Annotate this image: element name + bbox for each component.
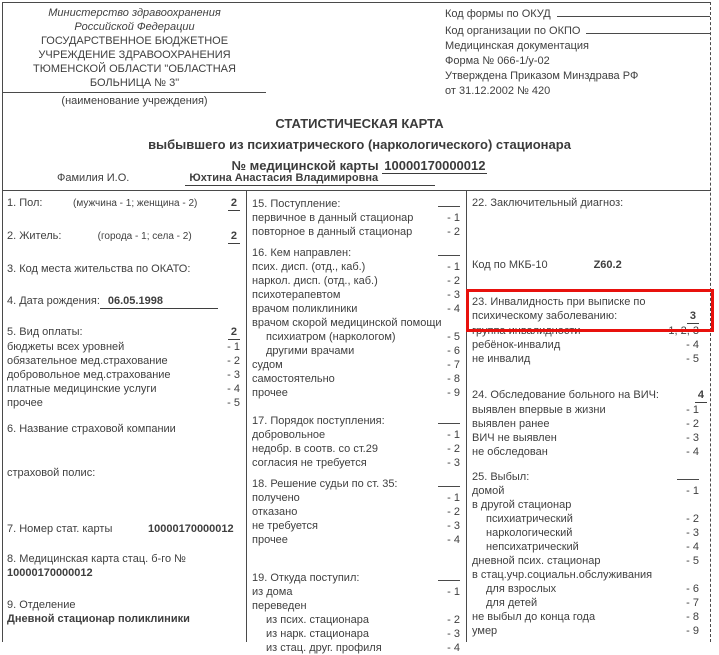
option-label: другими врачами xyxy=(266,345,355,357)
option-label: недобр. в соотв. со ст.29 xyxy=(252,443,378,455)
option-code: - 3 xyxy=(447,520,460,532)
patient-label: Фамилия И.О. xyxy=(57,172,130,184)
option-code: - 7 xyxy=(447,359,460,371)
option-label: бюджеты всех уровней xyxy=(7,341,125,353)
option-row xyxy=(252,599,460,613)
option-label: судом xyxy=(252,359,283,371)
card-number-label: № медицинской карты xyxy=(231,158,379,173)
column-2 xyxy=(247,191,467,654)
option-row xyxy=(252,372,460,386)
option-code: - 1 xyxy=(447,212,460,224)
options-list xyxy=(252,491,460,547)
option-row xyxy=(7,340,240,354)
blank-value-line xyxy=(438,570,460,581)
option-label: добровольное мед.страхование xyxy=(7,369,171,381)
option-code: - 2 xyxy=(686,418,699,430)
option-label: группа инвалидности xyxy=(472,325,581,337)
option-code: - 4 xyxy=(686,339,699,351)
option-code: - 4 xyxy=(447,642,460,654)
field-value: 06.05.1998 xyxy=(100,294,218,309)
options-list xyxy=(472,484,699,638)
options-list xyxy=(252,260,460,400)
option-label: выявлен впервые в жизни xyxy=(472,404,606,416)
option-label: дневной псих. стационар xyxy=(472,555,601,567)
section-resident xyxy=(7,229,240,244)
option-row xyxy=(472,540,699,554)
option-row xyxy=(472,624,699,638)
org-name-line: ТЮМЕНСКОЙ ОБЛАСТИ "ОБЛАСТНАЯ xyxy=(33,63,236,75)
option-code: - 6 xyxy=(447,345,460,357)
blank-value-line xyxy=(438,196,460,207)
option-row xyxy=(472,417,699,431)
option-code: - 3 xyxy=(686,432,699,444)
option-code: 1, 2, 3 xyxy=(668,325,699,337)
option-code: - 1 xyxy=(227,341,240,353)
institution-block xyxy=(3,6,266,108)
blank-value-line xyxy=(677,469,699,480)
doc-info-line: от 31.12.2002 № 420 xyxy=(445,85,551,97)
option-row xyxy=(472,498,699,512)
option-code: - 1 xyxy=(447,492,460,504)
org-name-line: ГОСУДАРСТВЕННОЕ БЮДЖЕТНОЕ xyxy=(40,35,229,47)
option-label: не выбыл до конца года xyxy=(472,611,596,623)
doc-info-line: Форма № 066-1/у-02 xyxy=(445,55,550,67)
option-code: - 2 xyxy=(686,513,699,525)
option-row xyxy=(472,352,699,366)
field-value: 2 xyxy=(228,325,240,340)
section-title-line: 23. Инвалидность при выписке по xyxy=(472,296,646,308)
okpo-label: Код организации по ОКПО xyxy=(445,25,581,37)
field-value: 2 xyxy=(228,229,240,244)
option-code: - 8 xyxy=(447,373,460,385)
field-value: 10000170000012 xyxy=(7,567,93,579)
option-code: - 2 xyxy=(447,443,460,455)
option-code: - 2 xyxy=(447,506,460,518)
option-code: - 2 xyxy=(227,355,240,367)
okpo-row xyxy=(445,22,710,39)
option-code: - 3 xyxy=(447,289,460,301)
section-head xyxy=(252,413,460,428)
option-label: не обследован xyxy=(472,446,548,458)
options-list xyxy=(252,211,460,239)
option-label: прочее xyxy=(252,534,288,546)
form-title-block xyxy=(0,113,719,176)
section-head xyxy=(472,309,699,324)
option-label: психотерапевтом xyxy=(252,289,341,301)
option-code: - 4 xyxy=(686,541,699,553)
section-hint: (города - 1; села - 2) xyxy=(97,231,192,242)
section-title: 15. Поступление: xyxy=(252,198,341,210)
patient-name: Юхтина Анастасия Владимировна xyxy=(185,171,435,186)
section-stat-card-number xyxy=(7,522,240,536)
option-code: - 3 xyxy=(227,369,240,381)
option-row xyxy=(472,554,699,568)
option-row xyxy=(252,211,460,225)
option-code: - 6 xyxy=(686,583,699,595)
section-title: 5. Вид оплаты: xyxy=(7,326,83,338)
option-code: - 4 xyxy=(447,534,460,546)
section-title-line: психическому заболеванию: xyxy=(472,310,618,322)
form-body xyxy=(2,190,711,654)
field-value: 4 xyxy=(695,388,707,403)
section-admission-order xyxy=(252,413,460,470)
okpo-blank-line xyxy=(586,22,710,34)
option-label: из дома xyxy=(252,586,293,598)
option-code: - 1 xyxy=(447,261,460,273)
option-label: первичное в данный стационар xyxy=(252,212,414,224)
option-row xyxy=(252,302,460,316)
option-row xyxy=(472,596,699,610)
option-label: получено xyxy=(252,492,300,504)
option-row xyxy=(252,288,460,302)
option-code: - 5 xyxy=(686,555,699,567)
option-row xyxy=(252,585,460,599)
section-title: 7. Номер стат. карты xyxy=(7,523,113,535)
section-payment xyxy=(7,325,240,410)
section-insurance xyxy=(7,422,240,480)
option-label: наркол. дисп. (отд., каб.) xyxy=(252,275,378,287)
option-label: выявлен ранее xyxy=(472,418,550,430)
doc-info-line: Утверждена Приказом Минздрава РФ xyxy=(445,70,639,82)
option-label: псих. дисп. (отд., каб.) xyxy=(252,261,366,273)
section-head xyxy=(472,469,699,484)
blank-value-line xyxy=(438,245,460,256)
option-row xyxy=(252,442,460,456)
option-label: психиатрический xyxy=(486,513,573,525)
option-code: - 8 xyxy=(686,611,699,623)
section-final-diagnosis xyxy=(472,196,699,272)
section-title: 2. Житель: xyxy=(7,230,62,242)
section-med-card-number xyxy=(7,552,240,580)
option-label: прочее xyxy=(252,387,288,399)
option-code: - 4 xyxy=(447,303,460,315)
option-label: психиатром (наркологом) xyxy=(266,331,396,343)
mkb-label: Код по МКБ-10 xyxy=(472,259,548,271)
option-row xyxy=(252,627,460,641)
section-judge-decision xyxy=(252,476,460,547)
section-title: 22. Заключительный диагноз: xyxy=(472,197,624,209)
section-title: 16. Кем направлен: xyxy=(252,247,352,259)
blank-value-line xyxy=(438,476,460,487)
option-label: добровольное xyxy=(252,429,326,441)
option-row xyxy=(472,431,699,445)
section-admitted-from xyxy=(252,570,460,655)
option-row xyxy=(7,396,240,410)
option-code: - 2 xyxy=(447,226,460,238)
field-value: 10000170000012 xyxy=(148,523,234,535)
section-department xyxy=(7,598,240,626)
option-code: - 3 xyxy=(447,628,460,640)
options-list xyxy=(252,585,460,655)
option-label: не требуется xyxy=(252,520,318,532)
option-row xyxy=(472,582,699,596)
section-title: 19. Откуда поступил: xyxy=(252,572,360,584)
institution-name xyxy=(3,6,266,93)
option-label: умер xyxy=(472,625,498,637)
option-row xyxy=(252,225,460,239)
section-head xyxy=(472,388,704,403)
option-row xyxy=(252,613,460,627)
okud-blank-line xyxy=(557,5,710,17)
section-title: 17. Порядок поступления: xyxy=(252,415,385,427)
section-hiv-test xyxy=(472,388,704,459)
column-1 xyxy=(2,191,247,642)
option-label: отказано xyxy=(252,506,298,518)
section-title: 24. Обследование больного на ВИЧ: xyxy=(472,389,659,401)
option-code: - 5 xyxy=(227,397,240,409)
option-row xyxy=(252,260,460,274)
org-name-line: УЧРЕЖДЕНИЕ ЗДРАВООХРАНЕНИЯ xyxy=(38,49,231,61)
blank-value-line xyxy=(438,413,460,424)
option-code: - 1 xyxy=(447,586,460,598)
section-title: 4. Дата рождения: xyxy=(7,295,100,307)
option-label: переведен xyxy=(252,600,307,612)
option-code: - 7 xyxy=(686,597,699,609)
option-label: обязательное мед.страхование xyxy=(7,355,168,367)
section-okato xyxy=(7,262,240,276)
section-title: 8. Медицинская карта стац. б-го № xyxy=(7,553,186,565)
option-row xyxy=(252,519,460,533)
section-title: 1. Пол: xyxy=(7,197,43,209)
option-label: наркологический xyxy=(486,527,573,539)
insurance-policy-label: страховой полис: xyxy=(7,467,96,479)
section-hint: (мужчина - 1; женщина - 2) xyxy=(73,198,198,209)
ministry-line: Министерство здравоохранения xyxy=(48,7,221,19)
option-label: ВИЧ не выявлен xyxy=(472,432,557,444)
options-list xyxy=(252,428,460,470)
column-3 xyxy=(467,191,711,642)
option-code: - 5 xyxy=(686,353,699,365)
option-row xyxy=(7,368,240,382)
option-row xyxy=(472,445,699,459)
field-value: 2 xyxy=(228,196,240,211)
option-row xyxy=(252,641,460,655)
ministry-line: Российской Федерации xyxy=(74,21,195,33)
option-row xyxy=(472,484,699,498)
option-label: прочее xyxy=(7,397,43,409)
section-disability xyxy=(472,295,699,366)
option-label: врачом скорой медицинской помощи xyxy=(252,317,442,329)
option-code: - 2 xyxy=(447,614,460,626)
form-subtitle: выбывшего из психиатрического (наркологического) стационара xyxy=(148,137,571,152)
option-label: не инвалид xyxy=(472,353,531,365)
option-label: в другой стационар xyxy=(472,499,572,511)
option-row xyxy=(472,403,699,417)
card-number-value: 10000170000012 xyxy=(384,158,486,173)
option-row xyxy=(252,330,460,344)
okud-row xyxy=(445,5,710,22)
option-label: платные медицинские услуги xyxy=(7,383,157,395)
mkb-value: Z60.2 xyxy=(593,259,622,271)
option-label: непсихатрический xyxy=(486,541,579,553)
option-code: - 1 xyxy=(686,485,699,497)
option-label: согласия не требуется xyxy=(252,457,367,469)
codes-block xyxy=(445,5,710,99)
option-row xyxy=(252,428,460,442)
option-row xyxy=(252,533,460,547)
section-title: 18. Решение судьи по ст. 35: xyxy=(252,478,398,490)
option-row xyxy=(472,610,699,624)
section-head xyxy=(7,325,240,340)
option-row xyxy=(252,316,460,330)
section-referred-by xyxy=(252,245,460,400)
option-row xyxy=(472,324,699,338)
field-value: 3 xyxy=(687,309,699,324)
institution-caption: (наименование учреждения) xyxy=(61,95,208,107)
section-sex xyxy=(7,196,240,211)
option-row xyxy=(7,382,240,396)
options-list xyxy=(472,403,699,459)
field-value: Дневной стационар поликлиники xyxy=(7,613,190,625)
option-row xyxy=(252,456,460,470)
option-code: - 2 xyxy=(447,275,460,287)
section-title: 3. Код места жительства по ОКАТО: xyxy=(7,263,191,275)
option-label: для взрослых xyxy=(486,583,557,595)
option-row xyxy=(252,344,460,358)
options-list xyxy=(472,324,699,366)
option-label: домой xyxy=(472,485,505,497)
section-head xyxy=(252,196,460,211)
option-label: самостоятельно xyxy=(252,373,335,385)
option-label: из псих. стационара xyxy=(266,614,369,626)
option-code: - 5 xyxy=(447,331,460,343)
option-code: - 1 xyxy=(686,404,699,416)
option-row xyxy=(472,568,699,582)
option-label: из стац. друг. профиля xyxy=(266,642,382,654)
option-row xyxy=(252,386,460,400)
okud-label: Код формы по ОКУД xyxy=(445,8,551,20)
option-code: - 1 xyxy=(447,429,460,441)
option-row xyxy=(252,491,460,505)
option-label: ребёнок-инвалид xyxy=(472,339,561,351)
options-list xyxy=(7,340,240,410)
option-code: - 3 xyxy=(686,527,699,539)
section-title: 6. Название страховой компании xyxy=(7,423,176,435)
section-head xyxy=(252,245,460,260)
option-label: для детей xyxy=(486,597,538,609)
option-code: - 3 xyxy=(447,457,460,469)
option-row xyxy=(252,505,460,519)
option-row xyxy=(472,512,699,526)
option-row xyxy=(472,338,699,352)
option-label: в стац.учр.социальн.обслуживания xyxy=(472,569,653,581)
section-birthdate xyxy=(7,294,240,309)
section-head xyxy=(252,570,460,585)
org-name-line: БОЛЬНИЦА № 3" xyxy=(89,77,180,89)
option-code: - 9 xyxy=(447,387,460,399)
option-code: - 4 xyxy=(686,446,699,458)
section-title: 25. Выбыл: xyxy=(472,471,530,483)
option-row xyxy=(252,358,460,372)
doc-info-line: Медицинская документация xyxy=(445,40,589,52)
form-title: СТАТИСТИЧЕСКАЯ КАРТА xyxy=(275,116,444,131)
section-title: 9. Отделение xyxy=(7,599,76,611)
option-row xyxy=(472,526,699,540)
section-head xyxy=(252,476,460,491)
patient-row xyxy=(57,171,477,186)
option-row xyxy=(7,354,240,368)
option-label: врачом поликлиники xyxy=(252,303,358,315)
section-admission xyxy=(252,196,460,239)
option-code: - 4 xyxy=(227,383,240,395)
section-discharged-to xyxy=(472,469,699,638)
option-code: - 9 xyxy=(686,625,699,637)
option-row xyxy=(252,274,460,288)
mkb-row xyxy=(472,258,699,272)
page-top-border xyxy=(2,2,711,3)
option-label: из нарк. стационара xyxy=(266,628,370,640)
option-label: повторное в данный стационар xyxy=(252,226,413,238)
